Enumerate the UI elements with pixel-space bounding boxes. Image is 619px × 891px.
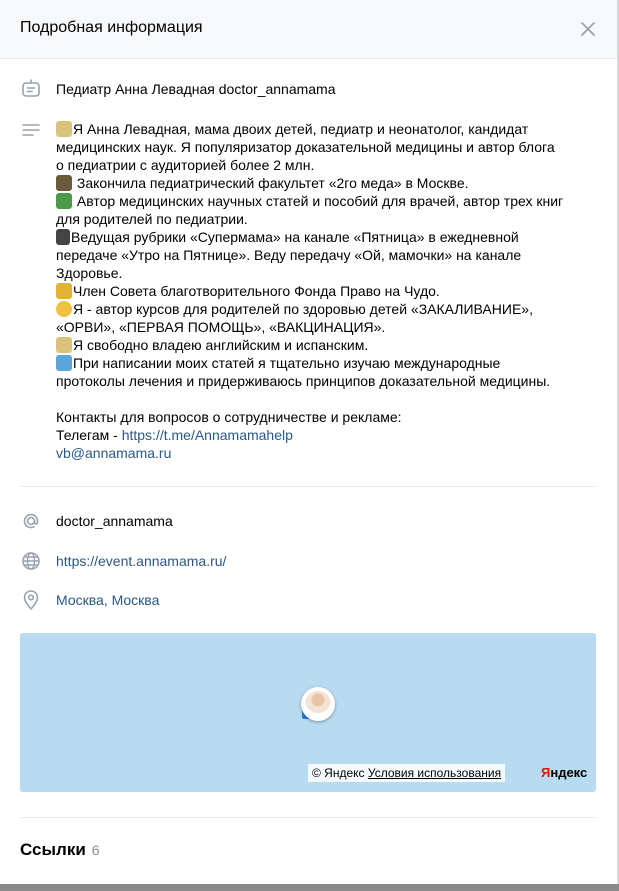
trophy-icon bbox=[56, 283, 72, 299]
description-line: Член Совета благотворительного Фонда Право на Чудо. bbox=[56, 282, 595, 300]
description-line: Автор медицинских научных статей и пособий для врачей, автор трех книг bbox=[56, 192, 595, 210]
status-row bbox=[0, 78, 617, 100]
emoji-icon bbox=[56, 337, 72, 353]
close-icon[interactable] bbox=[577, 18, 599, 40]
emoji-icon bbox=[56, 229, 70, 245]
website-link[interactable]: https://event.annamama.ru/ bbox=[56, 553, 227, 569]
description-line: для родителей по педиатрии. bbox=[56, 211, 248, 227]
modal-title: Подробная информация bbox=[20, 19, 203, 36]
description-line: Здоровье. bbox=[56, 265, 123, 281]
website-text bbox=[56, 552, 595, 570]
yandex-logo[interactable] bbox=[541, 764, 587, 782]
telegram-line bbox=[56, 426, 595, 444]
modal-header bbox=[0, 0, 617, 59]
description-line: медицинских наук. Я популяризатор доказательной медицины и автор блога bbox=[56, 139, 555, 155]
description-line: о педиатрии с аудиторией более 2 млн. bbox=[56, 157, 315, 173]
telegram-link[interactable]: https://t.me/Annamamahelp bbox=[121, 427, 293, 443]
links-title: Ссылки bbox=[20, 840, 86, 859]
yandex-logo-letter: Я bbox=[541, 765, 551, 780]
emoji-icon bbox=[56, 175, 72, 191]
description-text bbox=[56, 120, 595, 462]
location-link[interactable]: Москва, Москва bbox=[56, 592, 160, 608]
emoji-icon bbox=[56, 355, 72, 371]
emoji-icon bbox=[56, 301, 72, 317]
status-icon bbox=[20, 78, 42, 100]
yandex-logo-rest: ндекс bbox=[550, 765, 588, 780]
globe-icon bbox=[20, 550, 42, 572]
location-pin-icon bbox=[20, 589, 42, 611]
map-copyright: © Яндекс bbox=[312, 766, 365, 780]
telegram-label: Телегам - bbox=[56, 427, 122, 443]
description-line: Ведущая рубрики «Супермама» на канале «Пятница» в ежедневной bbox=[56, 228, 595, 246]
status-text: Педиатр Анна Левадная doctor_annamama bbox=[56, 81, 336, 97]
map-avatar-marker[interactable] bbox=[301, 687, 335, 721]
divider bbox=[20, 486, 595, 487]
description-line: Я - автор курсов для родителей по здоровью детей «ЗАКАЛИВАНИЕ», bbox=[56, 300, 595, 318]
location-text bbox=[56, 591, 595, 609]
description-line: «ОРВИ», «ПЕРВАЯ ПОМОЩЬ», «ВАКЦИНАЦИЯ». bbox=[56, 319, 386, 335]
map-attribution bbox=[308, 764, 505, 782]
location-map[interactable] bbox=[20, 633, 596, 792]
contacts-label: Контакты для вопросов о сотрудничестве и рекламе: bbox=[56, 409, 402, 425]
links-section-title[interactable] bbox=[20, 840, 100, 860]
avatar bbox=[305, 691, 331, 717]
screen-name: doctor_annamama bbox=[56, 513, 173, 529]
at-sign-icon bbox=[20, 510, 42, 532]
screen-name-row bbox=[0, 510, 617, 532]
website-row bbox=[0, 550, 617, 572]
description-line: Я свободно владею английским и испанским. bbox=[56, 336, 595, 354]
description-icon bbox=[20, 120, 42, 142]
links-count: 6 bbox=[91, 842, 100, 858]
description-line: При написании моих статей я тщательно изучаю международные bbox=[56, 354, 595, 372]
divider bbox=[20, 817, 595, 818]
map-terms-link[interactable]: Условия использования bbox=[367, 766, 502, 780]
blank-line bbox=[56, 390, 595, 408]
description-line: Я Анна Левадная, мама двоих детей, педиатр и неонатолог, кандидат bbox=[56, 120, 595, 138]
email-link[interactable]: vb@annamama.ru bbox=[56, 445, 172, 461]
bottom-scrollbar bbox=[0, 884, 619, 891]
emoji-icon bbox=[56, 121, 72, 137]
email-line bbox=[56, 444, 595, 462]
location-row bbox=[0, 589, 617, 611]
emoji-icon bbox=[56, 193, 72, 209]
description-line: Закончила педиатрический факультет «2го меда» в Москве. bbox=[56, 174, 595, 192]
description-line: передаче «Утро на Пятнице». Веду передачу «Ой, мамочки» на канале bbox=[56, 247, 522, 263]
description-line: протоколы лечения и придерживаюсь принципов доказательной медицины. bbox=[56, 373, 551, 389]
